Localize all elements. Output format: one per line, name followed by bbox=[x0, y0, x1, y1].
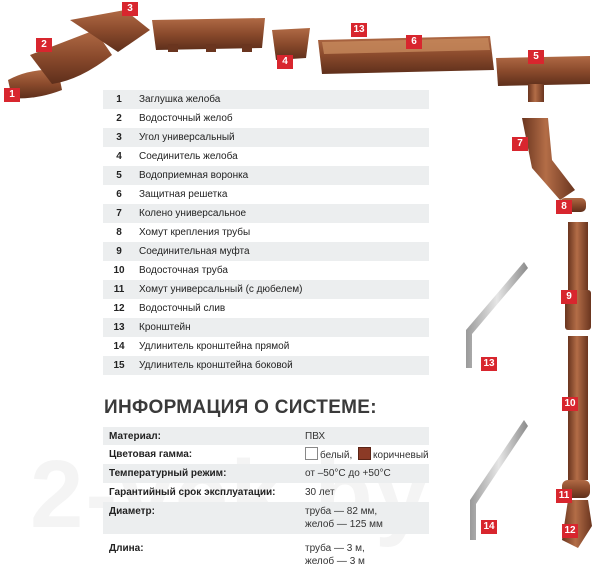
part-name: Заглушка желоба bbox=[139, 94, 221, 105]
white-swatch bbox=[305, 447, 318, 460]
diameter-pipe: труба — 82 мм, bbox=[305, 506, 378, 517]
parts-list-row bbox=[103, 166, 429, 185]
info-row-length bbox=[103, 534, 429, 572]
part-number: 9 bbox=[116, 246, 122, 257]
color-white-text: белый, bbox=[320, 450, 353, 461]
pipe-segment-shape bbox=[568, 222, 588, 290]
info-row-diameter bbox=[103, 502, 429, 534]
color-brown-text: коричневый bbox=[373, 450, 429, 461]
system-info-table bbox=[103, 427, 429, 572]
parts-list-row bbox=[103, 204, 429, 223]
badge-7: 7 bbox=[512, 137, 528, 151]
part-number: 5 bbox=[116, 170, 122, 181]
colors-label: Цветовая гамма: bbox=[109, 449, 193, 460]
part-number: 6 bbox=[116, 189, 122, 200]
badge-10: 10 bbox=[562, 397, 578, 411]
material-value: ПВХ bbox=[305, 430, 326, 442]
parts-list-row bbox=[103, 318, 429, 337]
temperature-label: Температурный режим: bbox=[109, 468, 227, 479]
badge-12: 12 bbox=[562, 524, 578, 538]
badge-1: 1 bbox=[4, 88, 20, 102]
part-name: Кронштейн bbox=[139, 322, 191, 333]
part-name: Водосточный слив bbox=[139, 303, 226, 314]
part-number: 11 bbox=[113, 284, 125, 295]
part-name: Соединительная муфта bbox=[139, 246, 250, 257]
part-number: 3 bbox=[116, 132, 122, 143]
badge-14: 14 bbox=[481, 520, 497, 534]
length-value bbox=[305, 542, 429, 572]
parts-list-row bbox=[103, 337, 429, 356]
part-number: 14 bbox=[113, 341, 125, 352]
colors-value bbox=[305, 447, 429, 462]
part-name: Водоприемная воронка bbox=[139, 170, 249, 181]
badge-8: 8 bbox=[556, 200, 572, 214]
badge-13-top: 13 bbox=[351, 23, 367, 37]
material-label: Материал: bbox=[109, 430, 161, 442]
part-name: Хомут универсальный (с дюбелем) bbox=[139, 284, 303, 295]
part-number: 4 bbox=[116, 151, 122, 162]
bracket-shape bbox=[466, 262, 528, 368]
badge-13-bracket: 13 bbox=[481, 357, 497, 371]
part-name: Хомут крепления трубы bbox=[139, 227, 251, 238]
part-number: 7 bbox=[116, 208, 122, 219]
warranty-value: 30 лет bbox=[305, 487, 335, 498]
length-gutter: желоб — 3 м bbox=[305, 556, 365, 567]
part-number: 1 bbox=[116, 94, 122, 105]
downpipe-elbow-shape bbox=[522, 118, 575, 200]
info-row-temperature bbox=[103, 464, 429, 483]
bracket-extension-shape bbox=[470, 420, 528, 540]
info-row-warranty bbox=[103, 483, 429, 502]
part-name: Водосточная труба bbox=[139, 265, 228, 276]
gutter-connector-shape bbox=[152, 18, 265, 52]
parts-list-row bbox=[103, 185, 429, 204]
part-name: Удлинитель кронштейна прямой bbox=[139, 341, 290, 352]
brown-swatch bbox=[358, 447, 371, 460]
badge-6: 6 bbox=[406, 35, 422, 49]
badge-9: 9 bbox=[561, 290, 577, 304]
part-number: 15 bbox=[113, 360, 125, 371]
part-number: 8 bbox=[116, 227, 122, 238]
parts-list-row bbox=[103, 261, 429, 280]
info-row-material bbox=[103, 427, 429, 445]
part-number: 2 bbox=[116, 113, 122, 124]
info-title: ИНФОРМАЦИЯ О СИСТЕМЕ: bbox=[104, 397, 377, 418]
parts-list-row bbox=[103, 90, 429, 109]
part-name: Защитная решетка bbox=[139, 189, 228, 200]
parts-list-row bbox=[103, 356, 429, 375]
parts-list-row bbox=[103, 109, 429, 128]
diameter-value bbox=[305, 505, 429, 534]
badge-3: 3 bbox=[122, 2, 138, 16]
part-name: Соединитель желоба bbox=[139, 151, 238, 162]
badge-11: 11 bbox=[556, 489, 572, 503]
parts-list bbox=[103, 90, 429, 375]
parts-list-row bbox=[103, 128, 429, 147]
part-name: Удлинитель кронштейна боковой bbox=[139, 360, 293, 371]
badge-4: 4 bbox=[277, 55, 293, 69]
diameter-label: Диаметр: bbox=[109, 506, 155, 517]
parts-list-row bbox=[103, 147, 429, 166]
temperature-value: от –50°С до +50°С bbox=[305, 468, 391, 479]
diameter-gutter: желоб — 125 мм bbox=[305, 519, 383, 530]
part-number: 10 bbox=[113, 265, 125, 276]
parts-list-row bbox=[103, 242, 429, 261]
part-name: Колено универсальное bbox=[139, 208, 247, 219]
parts-list-row bbox=[103, 280, 429, 299]
length-pipe: труба — 3 м, bbox=[305, 543, 365, 554]
badge-2: 2 bbox=[36, 38, 52, 52]
part-number: 13 bbox=[113, 322, 125, 333]
badge-5: 5 bbox=[528, 50, 544, 64]
part-name: Водосточный желоб bbox=[139, 113, 233, 124]
info-row-colors bbox=[103, 445, 429, 464]
parts-list-row bbox=[103, 223, 429, 242]
part-name: Угол универсальный bbox=[139, 132, 235, 143]
part-number: 12 bbox=[113, 303, 125, 314]
length-label: Длина: bbox=[109, 543, 144, 554]
warranty-label: Гарантийный срок эксплуатации: bbox=[109, 487, 276, 498]
parts-list-row bbox=[103, 299, 429, 318]
